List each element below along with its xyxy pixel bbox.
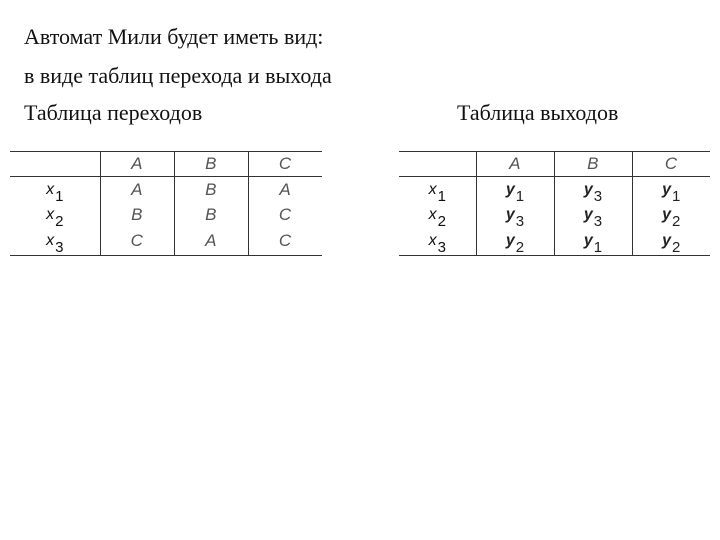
table-cell: y1 xyxy=(632,177,710,203)
table-cell: y3 xyxy=(554,177,632,203)
table-cell: y3 xyxy=(554,202,632,227)
table-cell: C xyxy=(248,227,322,256)
table-cell: y2 xyxy=(476,227,554,256)
table-cell: y2 xyxy=(632,227,710,256)
table-row xyxy=(10,227,322,256)
table-cell: y1 xyxy=(554,227,632,256)
table-row xyxy=(399,202,710,227)
header-cell: C xyxy=(248,152,322,177)
table-header-row xyxy=(399,152,710,177)
row-label-cell: x1 xyxy=(46,180,64,205)
header-cell: A xyxy=(100,152,174,177)
table-row xyxy=(10,202,322,227)
header-cell: A xyxy=(476,152,554,177)
row-label-cell: x3 xyxy=(10,227,100,256)
table-header-row xyxy=(10,152,322,177)
outputs-table-title: Таблица выходов xyxy=(457,100,619,125)
table-cell: A xyxy=(248,177,322,203)
table-cell: C xyxy=(100,227,174,256)
subtitle-text: в виде таблиц перехода и выхода xyxy=(24,63,332,88)
row-label-cell: x2 xyxy=(46,205,64,230)
table-cell: C xyxy=(248,202,322,227)
transitions-table-title: Таблица переходов xyxy=(24,100,203,125)
table-cell: A xyxy=(174,227,248,256)
table-cell: y1 xyxy=(476,177,554,203)
table-cell: y3 xyxy=(476,202,554,227)
table-cell: y2 xyxy=(632,202,710,227)
intro-text: Автомат Мили будет иметь вид: xyxy=(24,24,324,49)
table-row xyxy=(399,177,710,203)
header-cell: B xyxy=(174,152,248,177)
table-row xyxy=(399,227,710,256)
table-cell: A xyxy=(100,177,174,203)
header-cell: C xyxy=(632,152,710,177)
outputs-table xyxy=(399,151,710,256)
row-label-cell: x1 xyxy=(428,180,446,205)
table-row xyxy=(10,177,322,203)
table-cell: B xyxy=(174,177,248,203)
header-corner-cell xyxy=(10,152,100,177)
row-label-cell: x3 xyxy=(399,227,476,256)
row-label-cell: x2 xyxy=(428,205,446,230)
transitions-table xyxy=(10,151,322,256)
header-corner-cell xyxy=(399,152,476,177)
header-cell: B xyxy=(554,152,632,177)
table-cell: B xyxy=(174,202,248,227)
table-cell: B xyxy=(100,202,174,227)
